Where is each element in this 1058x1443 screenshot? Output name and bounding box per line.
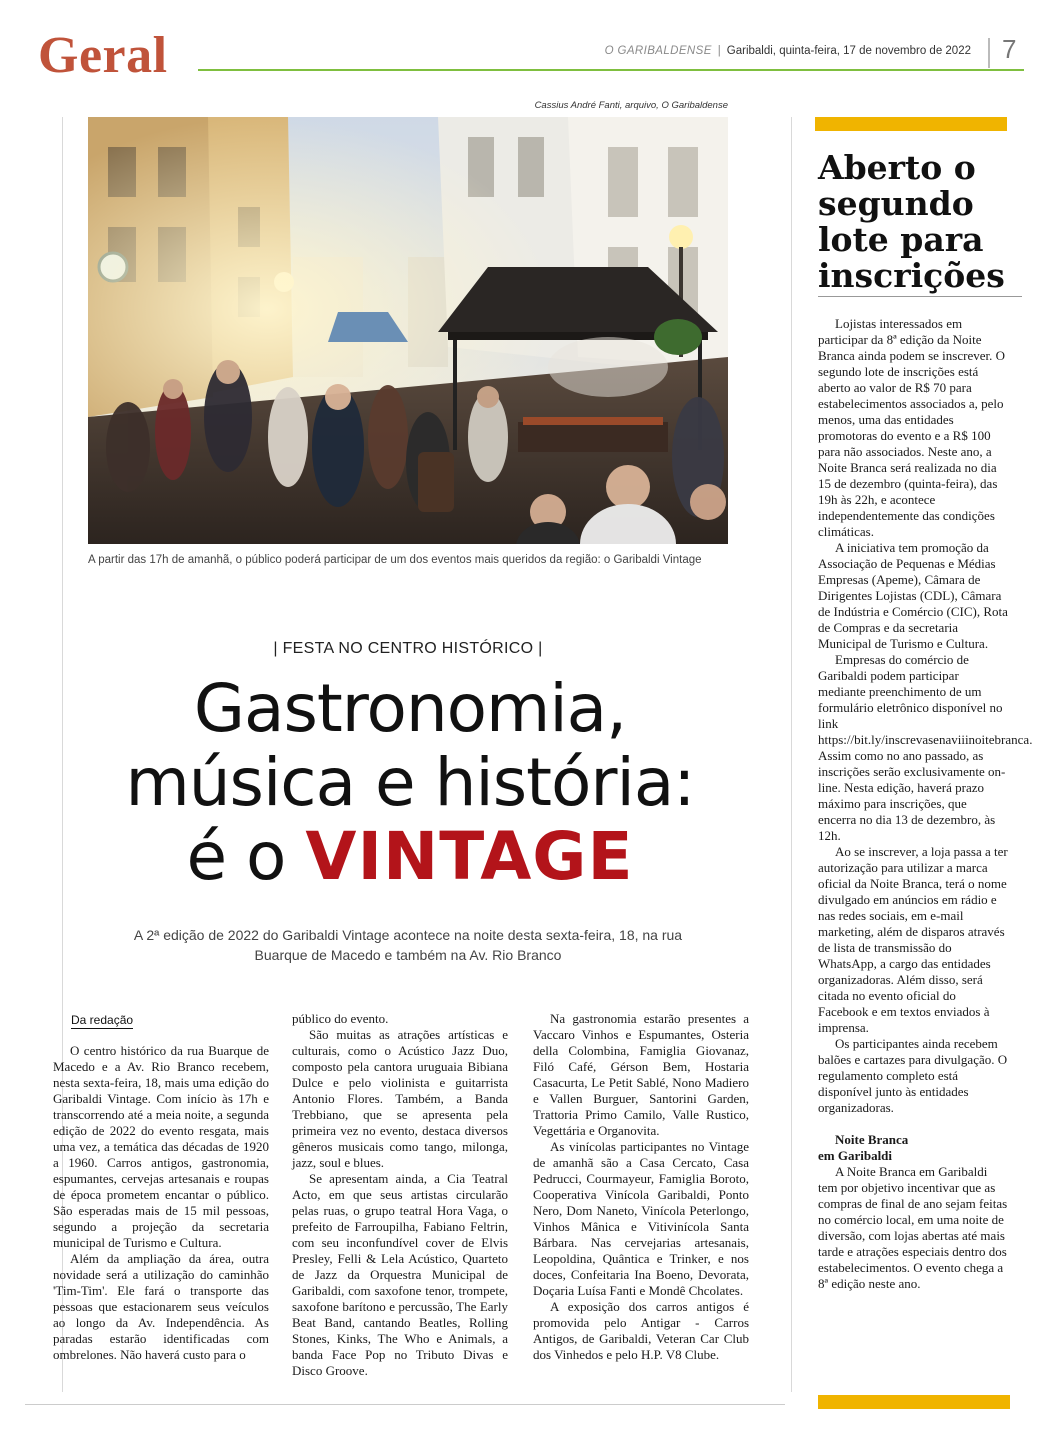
paragraph: Se apresentam ainda, a Cia Teatral Acto, em que seus artistas circularão pelas ruas, o grupo teatral Hora Vaga, o prefeito de Farroupilha, Fabiano Feltrin, com seu inconfundível cover de Elvis Presley, Felli & Lela Acústico, Quarteto de Jazz da Orquestra Municipal de Garibaldi, com saxofone tenor, trompete, saxofone barítono e percussão, The Early Beat Band, cantando Beatles, Rolling Stones, Kinks, The Who e Animals, a banda Face Pop no Tributo Divas e Disco Groove.: [292, 1171, 508, 1378]
section-title: Geral: [38, 27, 168, 84]
sidebar-paragraph: Empresas do comércio de Garibaldi podem participar mediante preenchimento de um formulário eletrônico disponível no link https://bit.ly/inscrevasenaviiinoitebranca. Assim como no ano passado, as inscrições serão exclusivamente on-line. Nesta edição, haverá prazo máximo para inscrições, que encerra no dia 13 de dezembro, às 12h.: [818, 652, 1033, 843]
paragraph: Além da ampliação da área, outra novidade será a utilização do caminhão 'Tim-Tim'. Ele fará o transporte das pessoas que estacionarem seus veículos ao longo da Av. Independência. As paradas estarão identificadas com ombrelones. Não haverá custo para o: [53, 1251, 269, 1362]
sidebar-paragraph: A iniciativa tem promoção da Associação de Pequenas e Médias Empresas (Apeme), Câmara de Dirigentes Lojistas (CDL), Câmara de Indústria e Comércio (CIC), Rota de Compras e da secretaria Municipal de Turismo e Cultura.: [818, 540, 1008, 651]
headline-line-2: música e história:: [125, 744, 695, 821]
paragraph: A exposição dos carros antigos é promovida pelo Antigar - Carros Antigos, de Garibaldi, Veteran Car Club dos Vinhedos e pelo H.P. V8 Clube.: [533, 1299, 749, 1362]
dateline: Garibaldi, quinta-feira, 17 de novembro de 2022: [726, 45, 971, 57]
paragraph: O centro histórico da rua Buarque de Macedo e a Av. Rio Branco recebem, nesta sexta-feira, 18, mais uma edição do Garibaldi Vintage. Com início às 17h e transcorrendo até a meia noite, a segunda edição de 2022 do evento resgata, mais uma vez, a temática das décadas de 1920 a 1960. Carros antigos, gastronomia, espumantes, cervejas artesanais e roupas de época prometem encantar o público. São esperadas mais de 15 mil pessoas, segundo a projeção da secretaria municipal de Turismo e Cultura.: [53, 1043, 269, 1250]
kicker: | FESTA NO CENTRO HISTÓRICO |: [273, 640, 543, 657]
headline-line-1: Gastronomia,: [193, 670, 627, 747]
sidebar-paragraph: Lojistas interessados em participar da 8ª edição da Noite Branca ainda podem se inscrever. O segundo lote de inscrições está aberto ao valor de R$ 70 para estabelecimentos associados a, pelo menos, uma das entidades promotoras do evento e a R$ 100 para não associados. Neste ano, a Noite Branca será realizada no dia 15 de dezembro (quinta-feira), das 19h às 22h, e acontece independentemente das condições climáticas.: [818, 316, 1005, 539]
sidebar-subtitle: [818, 1132, 1008, 1164]
subhead: A 2ª edição de 2022 do Garibaldi Vintage acontece na noite desta sexta-feira, 18, na rua Buarque de Macedo e também na Av. Rio Branco: [133, 927, 683, 963]
byline: Da redação: [71, 1013, 134, 1027]
header-rule: [198, 69, 1024, 71]
headline: [60, 672, 760, 894]
bottom-rule: [25, 1404, 785, 1405]
sidebar-paragraph: Os participantes ainda recebem balões e cartazes para divulgação. O regulamento completo está disponível junto às entidades organizadoras.: [818, 1036, 1008, 1115]
column-rule-middle: [791, 117, 792, 1392]
sidebar-paragraph: Ao se inscrever, a loja passa a ter autorização para utilizar a marca oficial da Noite Branca, terá o nome divulgado em anúncios em rádio e nas redes sociais, em e-mail marketing, além de disparos através de lista de transmissão do WhatsApp, a cargo das entidades organizadoras. Além disso, será citada no evento oficial do Facebook e em textos enviados à imprensa.: [818, 844, 1008, 1035]
sidebar-accent-bar-top: [815, 117, 1007, 131]
photo-credit: Cassius André Fanti, arquivo, O Garibaldense: [534, 100, 728, 111]
paragraph: As vinícolas participantes no Vintage de amanhã são a Casa Cercato, Casa Pedrucci, Courmayeur, Famiglia Boroto, Cooperativa Vinícola Garibaldi, Ponto Nero, Dom Naneto, Vinícola Peterlongo, Vinhos Mânica e Vitivinícola Santa Bárbara. Nas cervejarias artesanais, Leopoldina, Quântica e Trinker, e nos doces, Confeitaria Ina Boeno, Devorata, Doçaria Luísa Fanti e Mondê Chcolates.: [533, 1139, 749, 1298]
sidebar-subtitle-line-2: em Garibaldi: [818, 1148, 893, 1163]
article-column-1: [53, 1043, 269, 1363]
header-meta: O GARIBALDENSE | Garibaldi, quinta-feira, 17 de novembro de 2022: [604, 45, 971, 57]
headline-emphasis: VINTAGE: [305, 818, 634, 895]
article-column-2: [292, 1011, 508, 1379]
article-column-3: [533, 1011, 749, 1363]
page-number: 7: [1002, 34, 1017, 64]
street-festival-photo: [88, 117, 728, 544]
paragraph: público do evento.: [292, 1011, 389, 1026]
page-number-separator: [988, 38, 990, 68]
sidebar-paragraph: A Noite Branca em Garibaldi tem por objetivo incentivar que as compras de final de ano sejam feitas no comércio local, em uma noite de diversão, com lojas abertas até mais tarde e atrações especiais dentro dos estabelecimentos. O evento chega a 8ª edição neste ano.: [818, 1164, 1008, 1291]
sidebar-column: [818, 316, 1033, 1292]
paragraph: Na gastronomia estarão presentes a Vaccaro Vinhos e Espumantes, Osteria della Colombina, Famiglia Giovanaz, Filó Café, Gérson Bem, Hostaria Casacurta, Le Petit Sablé, Nono Madiero e Vallen Burguer, Santorini Garden, Trattoria Primo Camilo, Valle Rustico, Vegettária e Organovita.: [533, 1011, 749, 1138]
headline-line-3: [60, 820, 760, 894]
headline-prefix: é o: [186, 818, 306, 895]
sidebar-title: Aberto o segundo lote para inscrições: [818, 148, 1005, 295]
sidebar-accent-bar-bottom: [818, 1395, 1010, 1409]
photo-caption: A partir das 17h de amanhã, o público poderá participar de um dos eventos mais queridos da região: o Garibaldi Vintage: [88, 554, 702, 566]
publication-name: O GARIBALDENSE: [604, 45, 712, 57]
sidebar-title-rule: [818, 296, 1022, 297]
sidebar-subtitle-line-1: Noite Branca: [835, 1132, 909, 1147]
paragraph: São muitas as atrações artísticas e culturais, como o Acústico Jazz Duo, composto pela cantora uruguaia Bibiana Dulce e pelo violinista e guitarrista Antonio Flores. Também, a Banda Trebbiano, que se apresenta pela primeira vez no evento, destaca diversos gêneros musicais como tango, milonga, jazz, soul e blues.: [292, 1027, 508, 1170]
